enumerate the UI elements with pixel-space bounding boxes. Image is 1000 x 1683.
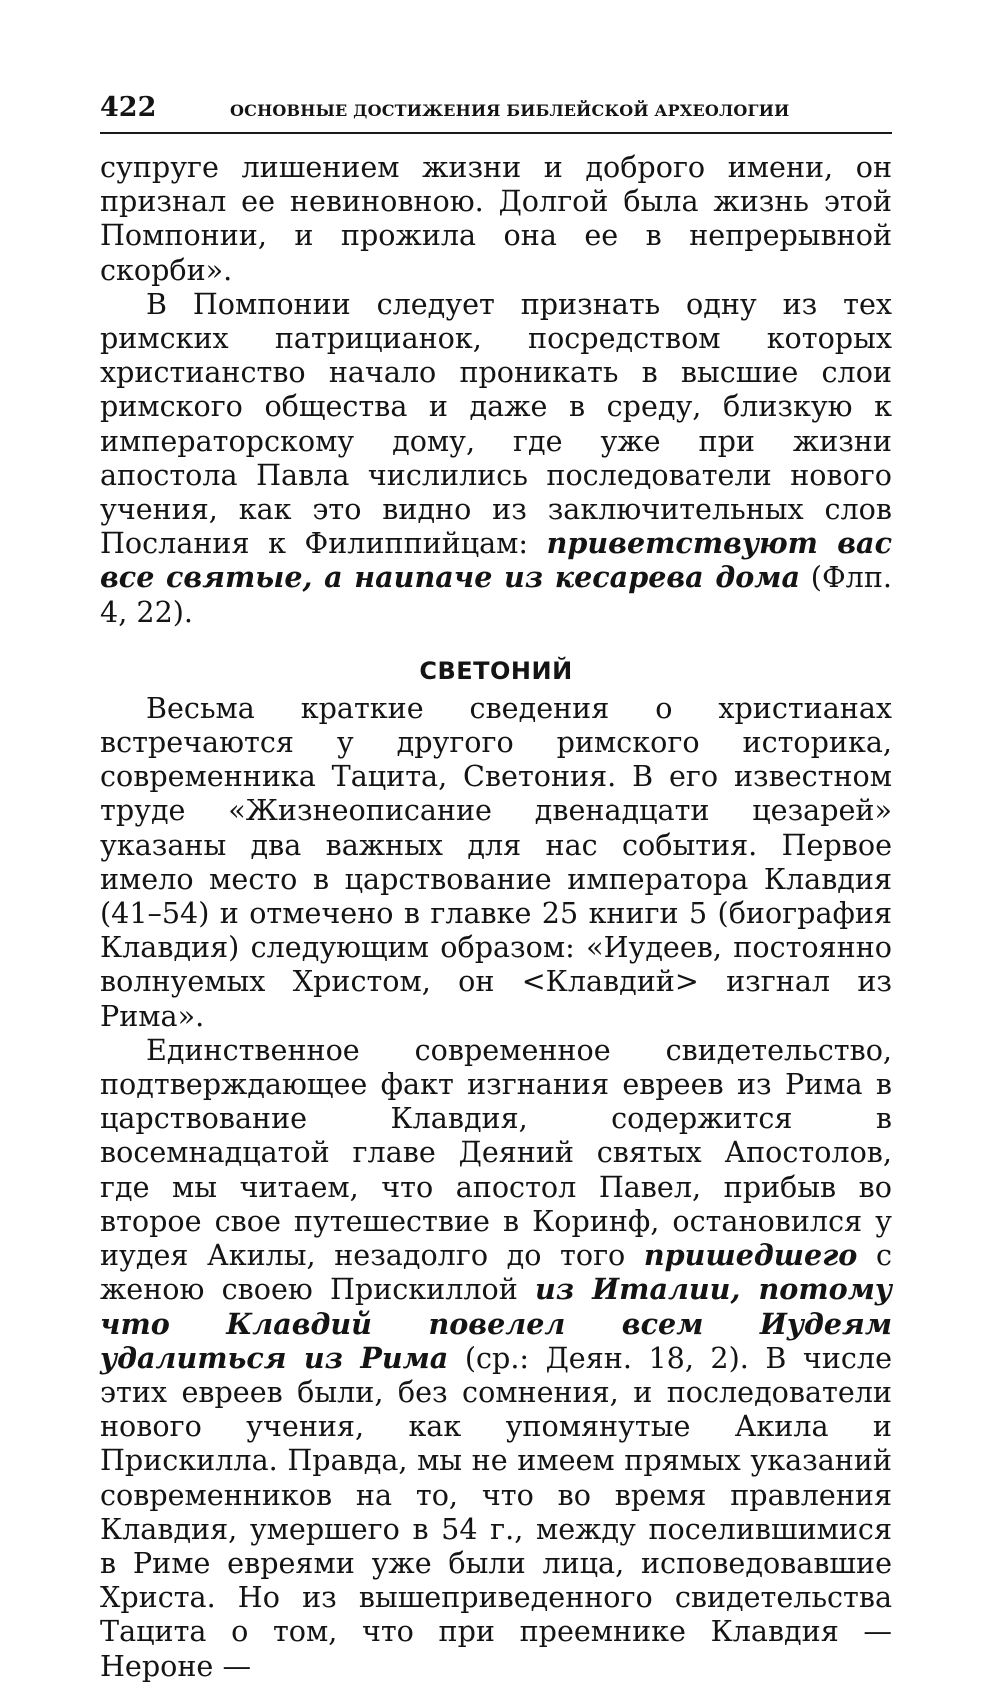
- paragraph-text: (ср.: Деян. 18, 2). В числе этих евреев были, без сомнения, и последователи нового учения, как упомянутые Акила и Прискилла. Правда, мы не имеем прямых указаний современников на то, что во время правления Клавдия, умершего в 54 г., между поселившимися в Риме евреями уже были лица, исповедовавшие Христа. Но из вышеприведенного свидетельства Тацита о том, что при преемнике Клавдия — Нероне —: [100, 1340, 892, 1683]
- scripture-quote: пришедшего: [643, 1238, 858, 1273]
- section-heading: СВЕТОНИЙ: [419, 656, 573, 685]
- scripture-reference: (Флп. 4, 22).: [100, 560, 892, 629]
- running-header: [100, 92, 892, 134]
- body-text: [100, 150, 892, 1683]
- paragraph-pomponia: [100, 287, 892, 629]
- book-page: [100, 92, 892, 1683]
- paragraph-suetonius: Весьма краткие сведения о христианах встречаются у другого римского историка, современника Тацита, Светония. В его известном труде «Жизнеописание двенадцати цезарей» указаны два важных для нас события. Первое имело место в царствование императора Клавдия (41–54) и отмечено в главке 25 книги 5 (биография Клавдия) следующим образом: «Иудеев, постоянно волнуемых Христом, он <Клавдий> изгнал из Рима».: [100, 690, 892, 1033]
- paragraph-text: В Помпонии следует признать одну из тех римских патрицианок, посредством которых христианство начало проникать в высшие слои римского общества и даже в среду, близкую к императорскому дому, где уже при жизни апостола Павла числились последователи нового учения, как это видно из заключительных слов Послания к Филиппийцам:: [100, 286, 892, 561]
- scripture-quote: приветствуют вас все святые, а наипаче из кесарева дома: [100, 526, 892, 595]
- scripture-quote: из Италии, потому что Клавдий повелел всем Иудеям удалиться из Рима: [100, 1272, 892, 1375]
- paragraph-continuation: супруге лишением жизни и доброго имени, он признал ее невиновною. Долгой была жизнь этой Помпонии, и прожила она ее в непрерывной скорби».: [100, 150, 892, 287]
- paragraph-text: Единственное современное свидетельство, подтверждающее факт изгнания евреев из Рима в царствование Клавдия, содержится в восемнадцатой главе Деяний святых Апостолов, где мы читаем, что апостол Павел, прибыв во второе свое путешествие в Коринф, остановился у иудея Акилы, незадолго до того: [100, 1032, 892, 1273]
- paragraph-text: с женою своею Прискиллой: [100, 1238, 892, 1307]
- running-title: ОСНОВНЫЕ ДОСТИЖЕНИЯ БИБЛЕЙСКОЙ АРХЕОЛОГИИ: [230, 101, 790, 120]
- paragraph-acts: [100, 1033, 892, 1683]
- page-number: 422: [100, 92, 157, 123]
